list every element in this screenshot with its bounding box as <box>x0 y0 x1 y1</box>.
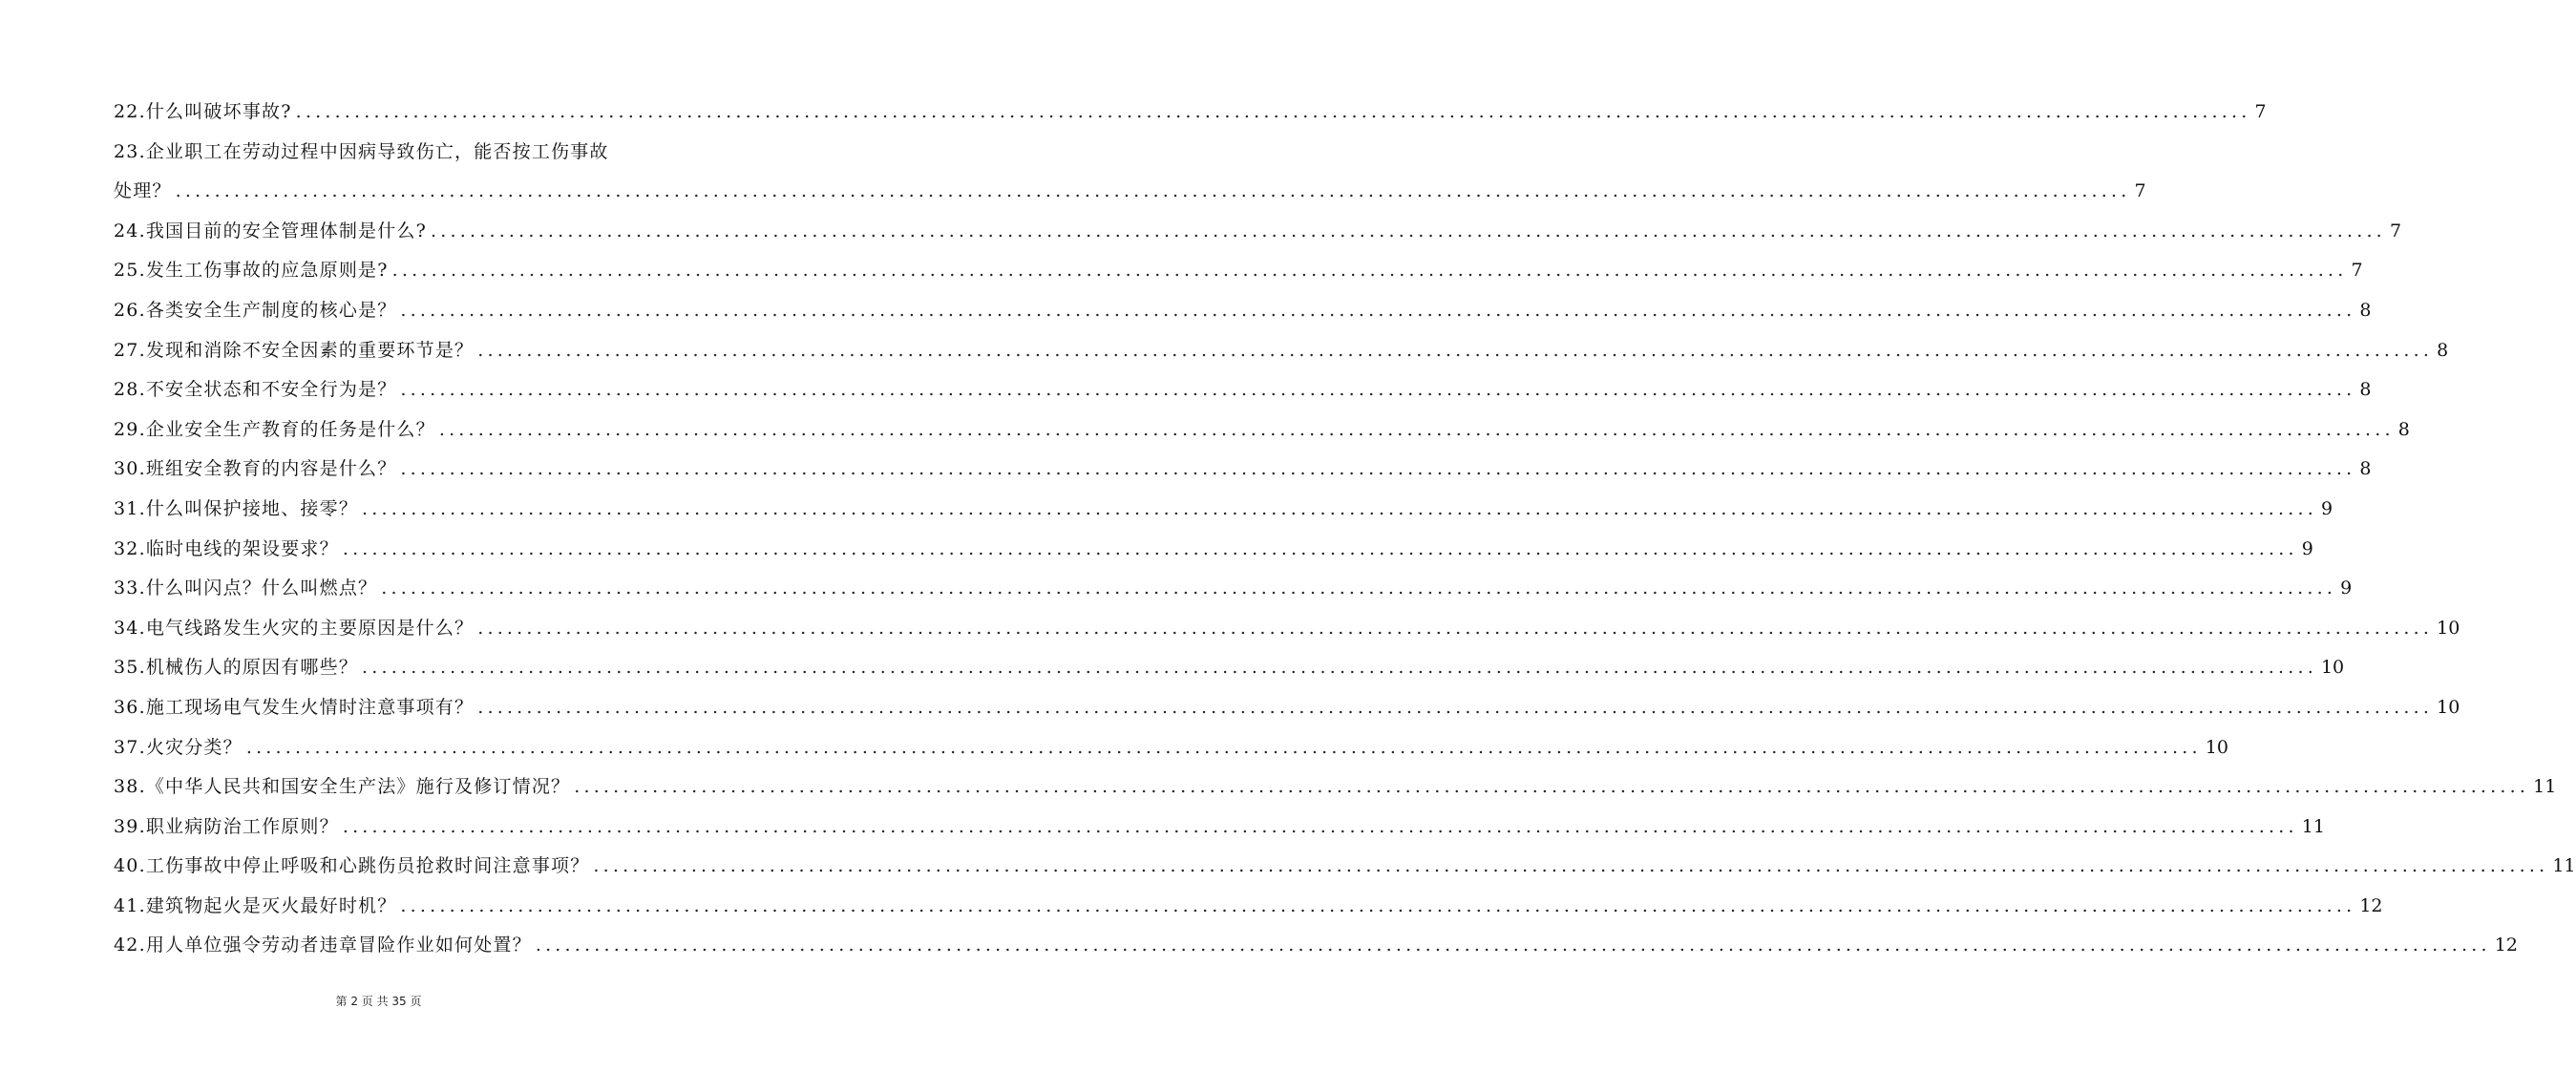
toc-entry[interactable] <box>114 450 2372 490</box>
dot-leader: ........................................................................................................................................................................................................ <box>400 379 2356 401</box>
toc-entry[interactable] <box>114 370 2372 410</box>
toc-entry-title-continued: 处理？ <box>114 180 172 202</box>
toc-page-number: 9 <box>2340 578 2353 599</box>
dot-leader: ........................................................................................................................................................................................................ <box>391 260 2348 282</box>
toc-entry-title: 39.职业病防治工作原则？ <box>114 815 339 837</box>
toc-entry[interactable] <box>114 569 2353 609</box>
toc-page-number: 11 <box>2552 855 2576 877</box>
toc-entry-title: 26.各类安全生产制度的核心是？ <box>114 299 397 321</box>
toc-entry-title: 34.电气线路发生火灾的主要原因是什么？ <box>114 617 475 639</box>
toc-entry-line <box>114 291 2372 331</box>
toc-entry-line <box>114 410 2410 451</box>
toc-entry-line <box>114 370 2372 410</box>
toc-entry[interactable] <box>114 887 2383 927</box>
toc-entry[interactable] <box>114 291 2372 331</box>
toc-entry-title: 30.班组安全教育的内容是什么？ <box>114 458 397 480</box>
toc-page-number: 9 <box>2320 497 2333 519</box>
toc-entry[interactable] <box>114 688 2460 728</box>
toc-entry-title: 38.《中华人民共和国安全生产法》施行及修订情况？ <box>114 776 571 798</box>
toc-entry[interactable] <box>114 926 2518 966</box>
toc-page-number: 11 <box>2533 776 2557 798</box>
toc-entry-title: 37.火灾分类？ <box>114 736 243 758</box>
toc-entry-title: 23.企业职工在劳动过程中因病导致伤亡，能否按工伤事故 <box>114 140 609 162</box>
toc-page-number: 7 <box>2389 220 2402 242</box>
dot-leader: ........................................................................................................................................................................................................ <box>400 299 2356 321</box>
toc-entry-line <box>114 172 2146 212</box>
toc-entry-title: 31.什么叫保护接地、接零？ <box>114 497 359 519</box>
toc-page-number: 10 <box>2205 736 2228 758</box>
toc-entry-line <box>114 331 2449 371</box>
toc-entry[interactable] <box>114 490 2333 530</box>
dot-leader: ........................................................................................................................................................................................................ <box>477 339 2434 361</box>
toc-entry-line <box>114 212 2402 252</box>
toc-entry-line <box>114 569 2353 609</box>
toc-entry[interactable] <box>114 767 2557 808</box>
dot-leader: ........................................................................................................................................................................................................ <box>362 497 2317 519</box>
toc-entry-title: 33.什么叫闪点？什么叫燃点？ <box>114 578 378 599</box>
toc-entry-title: 35.机械伤人的原因有哪些？ <box>114 657 359 679</box>
toc-entry-title: 25.发生工伤事故的应急原则是? <box>114 260 389 282</box>
toc-entry[interactable] <box>114 728 2228 768</box>
toc-entry-line <box>114 688 2460 728</box>
toc-entry[interactable] <box>114 847 2576 887</box>
toc-entry-title: 24.我国目前的安全管理体制是什么? <box>114 220 428 242</box>
toc-entry[interactable] <box>114 648 2345 688</box>
toc-entry-line <box>114 609 2460 649</box>
toc-entry-line <box>114 530 2313 570</box>
toc-entry[interactable] <box>114 212 2402 252</box>
dot-leader: ........................................................................................................................................................................................................ <box>535 934 2491 956</box>
toc-page-number: 12 <box>2359 894 2383 916</box>
dot-leader: ........................................................................................................................................................................................................ <box>574 776 2530 798</box>
toc-page-number: 12 <box>2494 934 2518 956</box>
toc-entry-title: 29.企业安全生产教育的任务是什么？ <box>114 418 435 440</box>
toc-page-number: 9 <box>2301 537 2313 559</box>
dot-leader: ........................................................................................................................................................................................................ <box>245 736 2202 758</box>
dot-leader: ........................................................................................................................................................................................................ <box>438 418 2395 440</box>
toc-entry-line <box>114 251 2363 291</box>
toc-entry[interactable] <box>114 609 2460 649</box>
toc-entry[interactable] <box>114 331 2449 371</box>
toc-entry-title: 28.不安全状态和不安全行为是？ <box>114 379 397 401</box>
toc-entry-line <box>114 728 2228 768</box>
toc-page-number: 11 <box>2301 815 2325 837</box>
toc-entry-title: 41.建筑物起火是灭火最好时机？ <box>114 894 397 916</box>
dot-leader: ........................................................................................................................................................................................................ <box>295 101 2251 122</box>
dot-leader: ........................................................................................................................................................................................................ <box>342 815 2298 837</box>
toc-page-number: 8 <box>2359 299 2372 321</box>
toc-page-number: 8 <box>2359 458 2372 480</box>
table-of-contents <box>114 93 2576 966</box>
toc-entry-line <box>114 847 2576 887</box>
toc-page-number: 10 <box>2320 657 2345 679</box>
toc-entry-title: 36.施工现场电气发生火情时注意事项有？ <box>114 696 475 718</box>
dot-leader: ........................................................................................................................................................................................................ <box>477 617 2434 639</box>
toc-entry-line <box>114 767 2557 808</box>
toc-page-number: 7 <box>2134 180 2146 202</box>
toc-page-number: 8 <box>2397 418 2410 440</box>
toc-entry[interactable] <box>114 808 2325 848</box>
toc-page-number: 10 <box>2437 617 2460 639</box>
toc-entry-line <box>114 490 2333 530</box>
toc-entry-title: 42.用人单位强令劳动者违章冒险作业如何处置？ <box>114 934 532 956</box>
dot-leader: ........................................................................................................................................................................................................ <box>400 894 2356 916</box>
toc-entry-line <box>114 887 2383 927</box>
toc-entry[interactable] <box>114 251 2363 291</box>
dot-leader: ........................................................................................................................................................................................................ <box>400 458 2356 480</box>
toc-entry[interactable] <box>114 410 2410 451</box>
toc-page-number: 7 <box>2254 101 2267 122</box>
toc-entry-title: 32.临时电线的架设要求？ <box>114 537 339 559</box>
toc-entry[interactable] <box>114 93 2267 133</box>
dot-leader: ........................................................................................................................................................................................................ <box>362 657 2317 679</box>
toc-page-number: 8 <box>2359 379 2372 401</box>
dot-leader: ........................................................................................................................................................................................................ <box>381 578 2337 599</box>
toc-page-number: 7 <box>2351 260 2363 282</box>
dot-leader: ........................................................................................................................................................................................................ <box>175 180 2131 202</box>
toc-entry-title: 22.什么叫破坏事故? <box>114 101 292 122</box>
dot-leader: ........................................................................................................................................................................................................ <box>593 855 2549 877</box>
toc-page-number: 10 <box>2437 696 2460 718</box>
toc-entry-line <box>114 93 2267 133</box>
toc-entry-title: 27.发现和消除不安全因素的重要环节是？ <box>114 339 475 361</box>
toc-entry-line <box>114 450 2372 490</box>
toc-entry-line <box>114 926 2518 966</box>
toc-page-number: 8 <box>2437 339 2449 361</box>
page-footer: 第 2 页 共 35 页 <box>335 995 422 1008</box>
toc-entry-title: 40.工伤事故中停止呼吸和心跳伤员抢救时间注意事项？ <box>114 855 590 877</box>
toc-entry-line <box>114 808 2325 848</box>
dot-leader: ........................................................................................................................................................................................................ <box>342 537 2298 559</box>
dot-leader: ........................................................................................................................................................................................................ <box>477 696 2434 718</box>
toc-entry[interactable] <box>114 530 2313 570</box>
toc-entry[interactable] <box>114 133 2146 212</box>
toc-entry-line <box>114 648 2345 688</box>
dot-leader: ........................................................................................................................................................................................................ <box>431 220 2386 242</box>
